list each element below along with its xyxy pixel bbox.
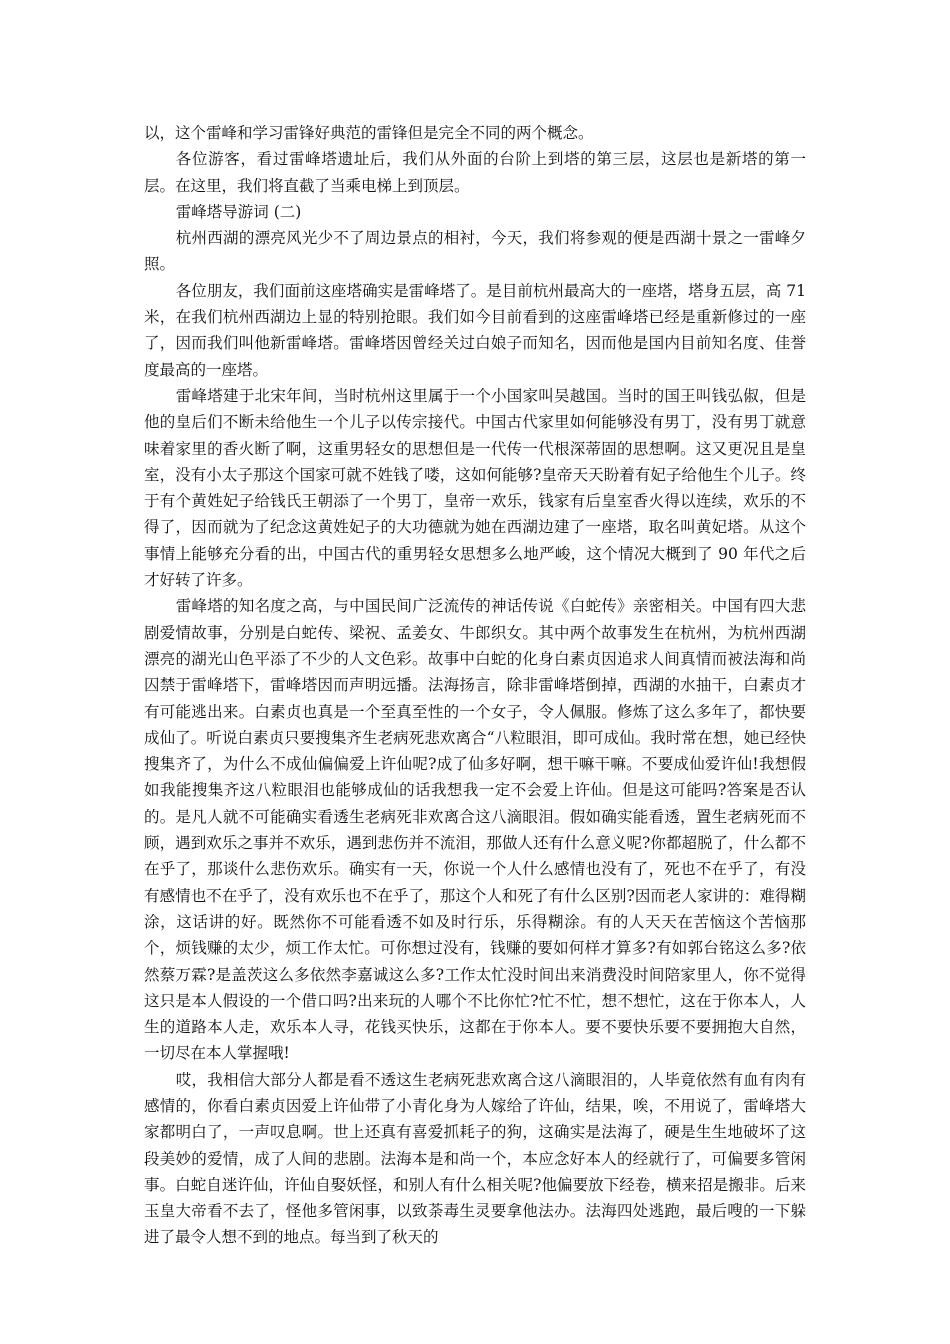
document-page bbox=[144, 120, 806, 1251]
paragraph-tower-history: 雷峰塔建于北宋年间，当时杭州这里属于一个小国家叫吴越国。当时的国王叫钱弘俶，但是他的皇后们不断未给他生一个儿子以传宗接代。中国古代家里如何能够没有男丁，没有男丁就意味着家里的香火断了啊，这重男轻女的思想但是一代传一代根深蒂固的思想啊。这又更况且是皇室，没有小太子那这个国家可就不姓钱了喽，这如何能够?皇帝天天盼着有妃子给他生个儿子。终于有个黄姓妃子给钱氏王朝添了一个男丁，皇帝一欢乐，钱家有后皇室香火得以连续，欢乐的不得了，因而就为了纪念这黄姓妃子的大功德就为她在西湖边建了一座塔，取名叫黄妃塔。从这个事情上能够充分看的出，中国古代的重男轻女思想多么地严峻，这个情况大概到了 90 年代之后才好转了许多。 bbox=[144, 386, 806, 590]
paragraph-white-snake-legend: 雷峰塔的知名度之高，与中国民间广泛流传的神话传说《白蛇传》亲密相关。中国有四大悲剧爱情故事，分别是白蛇传、梁祝、孟姜女、牛郎织女。其中两个故事发生在杭州，为杭州西湖漂亮的湖光山色平添了不少的人文色彩。故事中白蛇的化身白素贞因追求人间真情而被法海和尚囚禁于雷峰塔下，雷峰塔因而声明远播。法海扬言，除非雷峰塔倒掉，西湖的水抽干，白素贞才有可能逃出来。白素贞也真是一个至真至性的一个女子，令人佩服。修炼了这么多年了，都快要成仙了。听说白素贞只要搜集齐生老病死悲欢离合“八粒眼泪，即可成仙。我时常在想，她已经快搜集齐了，为什么不成仙偏偏爱上许仙呢?成了仙多好啊，想干嘛干嘛。不要成仙爱许仙!我想假如我能搜集齐这八粒眼泪也能够成仙的话我想我一定不会爱上许仙。但是这可能吗?答案是否认的。是凡人就不可能确实看透生老病死非欢离合这八滴眼泪。假如确实能看透，置生老病死而不顾，遇到欢乐之事并不欢乐，遇到悲伤并不流泪，那做人还有什么意义呢?你都超脱了，什么都不在乎了，那谈什么悲伤欢乐。确实有一天，你说一个人什么感情也没有了，死也不在乎了，有没有感情也不在乎了，没有欢乐也不在乎了，那这个人和死了有什么区别?因而老人家讲的：难得糊涂，这话讲的好。既然你不可能看透不如及时行乐，乐得糊涂。有的人天天在苦恼这个苦恼那个，烦钱赚的太少，烦工作太忙。可你想过没有，钱赚的要如何样才算多?有如郭台铭这么多?依然蔡万霖?是盖茨这么多依然李嘉诚这么多?工作太忙没时间出来消费没时间陪家里人，你不觉得这只是本人假设的一个借口吗?出来玩的人哪个不比你忙?忙不忙，想不想忙，这在于你本人，人生的道路本人走，欢乐本人寻，花钱买快乐，这都在于你本人。要不要快乐要不要拥抱大自然，一切尽在本人掌握哦! bbox=[144, 597, 806, 1063]
paragraph-intro: 杭州西湖的漂亮风光少不了周边景点的相衬，今天，我们将参观的便是西湖十景之一雷峰夕照。 bbox=[144, 229, 806, 274]
section-heading: 雷峰塔导游词 (二) bbox=[175, 202, 302, 221]
paragraph-tower-description: 各位朋友，我们面前这座塔确实是雷峰塔了。是目前杭州最高大的一座塔，塔身五层，高 71 米，在我们杭州西湖边上显的特别抢眼。我们如今目前看到的这座雷峰塔已经是重新修过的一座了，因而我们叫他新雷峰塔。雷峰塔因曾经关过白娘子而知名，因而他是国内目前知名度、佳誉度最高的一座塔。 bbox=[144, 281, 806, 379]
paragraph-tour-third-floor: 各位游客，看过雷峰塔遗址后，我们从外面的台阶上到塔的第三层，这层也是新塔的第一层。在这里，我们将直截了当乘电梯上到顶层。 bbox=[144, 150, 806, 195]
paragraph-continuation: 以，这个雷峰和学习雷锋好典范的雷锋但是完全不同的两个概念。 bbox=[144, 124, 594, 142]
paragraph-fahai: 哎，我相信大部分人都是看不透这生老病死悲欢离合这八滴眼泪的，人毕竟依然有血有肉有感情的，你看白素贞因爱上许仙带了小青化身为人嫁给了许仙，结果，唉，不用说了，雷峰塔大家都明白了，一声叹息啊。世上还真有喜爱抓耗子的狗，这确实是法海了，硬是生生地破坏了这段美妙的爱情，成了人间的悲剧。法海本是和尚一个，本应念好本人的经就行了，可偏要多管闲事。白蛇自迷许仙，许仙自娶妖怪，和别人有什么相关呢?他偏要放下经卷，横来招是搬非。后来玉皇大帝看不去了，怪他多管闲事，以致荼毒生灵要拿他法办。法海四处逃跑，最后嗖的一下躲进了最令人想不到的地点。每当到了秋天的 bbox=[144, 1070, 806, 1247]
